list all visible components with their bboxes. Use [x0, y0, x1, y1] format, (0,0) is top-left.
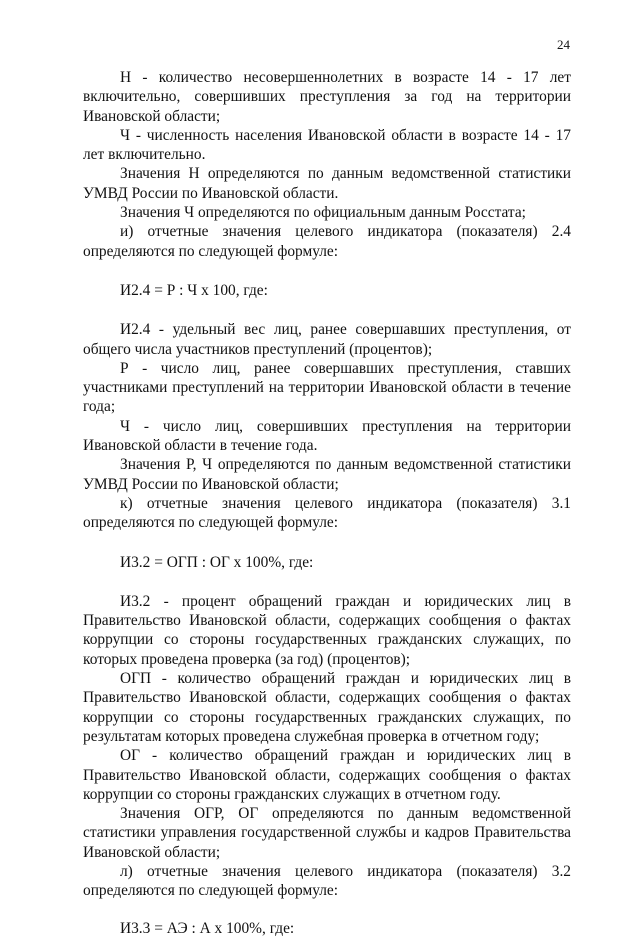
paragraph-item-i: и) отчетные значения целевого индикатора (показателя) 2.4 определяются по следующей формуле: — [83, 223, 571, 260]
paragraph-definition-ch: Ч - численность населения Ивановской области в возрасте 14 - 17 лет включительно. — [83, 126, 571, 164]
paragraph-values-ch: Значения Ч определяются по официальным данным Росстата; — [120, 204, 526, 222]
paragraph-definition-ogp: ОГП - количество обращений граждан и юридических лиц в Правительство Ивановской области, содержащих сообщения о фактах коррупции со стороны государственных гражданских служащих, по результатам которых проведена служебная проверка в отчетном году; — [83, 670, 571, 745]
paragraph-definition-i3-2: И3.2 - процент обращений граждан и юридических лиц в Правительство Ивановской области, содержащих сообщения о фактах коррупции со стороны государственных гражданских служащих, по которых проведена проверка (за год) (процентов); — [83, 592, 571, 668]
paragraph-definition-i2-4: И2.4 - удельный вес лиц, ранее совершавших преступления, от общего числа участников преступлений (процентов); — [83, 321, 571, 358]
spacer — [83, 572, 571, 592]
page-number: 24 — [557, 37, 570, 52]
formula-2-4: И2.4 = Р : Ч х 100, где: — [120, 281, 268, 299]
paragraph-definition-n: Н - количество несовершеннолетних в возрасте 14 - 17 лет включительно, совершивших преступления за год на территории Ивановской области; — [83, 69, 571, 125]
formula-3-3: И3.3 = АЭ : А х 100%, где: — [120, 919, 295, 937]
paragraph-definition-ch-2: Ч - число лиц, совершивших преступления на территории Ивановской области в течение года. — [83, 417, 571, 455]
spacer — [83, 261, 571, 281]
paragraph-definition-og: ОГ - количество обращений граждан и юридических лиц в Правительство Ивановской области, содержащих сообщения о фактах коррупции со стороны гражданских служащих в отчетном году. — [83, 747, 571, 803]
paragraph-values-ogr-og: Значения ОГР, ОГ определяются по данным ведомственной статистики управления государственной службы и кадров Правительства Ивановской области; — [83, 805, 571, 861]
paragraph-item-l: л) отчетные значения целевого индикатора (показателя) 3.2 определяются по следующей формуле: — [83, 862, 571, 900]
paragraph-values-r-ch: Значения Р, Ч определяются по данным ведомственной статистики УМВД России по Ивановской области; — [83, 456, 571, 493]
paragraph-item-k: к) отчетные значения целевого индикатора (показателя) 3.1 определяются по следующей формуле: — [83, 494, 571, 532]
spacer — [83, 300, 571, 320]
paragraph-definition-r: Р - число лиц, ранее совершавших преступления, ставших участниками преступлений на территории Ивановской области в течение года; — [83, 359, 571, 416]
document-body — [83, 68, 571, 938]
paragraph-values-n: Значения Н определяются по данным ведомственной статистики УМВД России по Ивановской области. — [83, 165, 571, 202]
spacer — [83, 901, 571, 919]
spacer — [83, 533, 571, 553]
formula-3-2: И3.2 = ОГП : ОГ х 100%, где: — [120, 553, 314, 571]
